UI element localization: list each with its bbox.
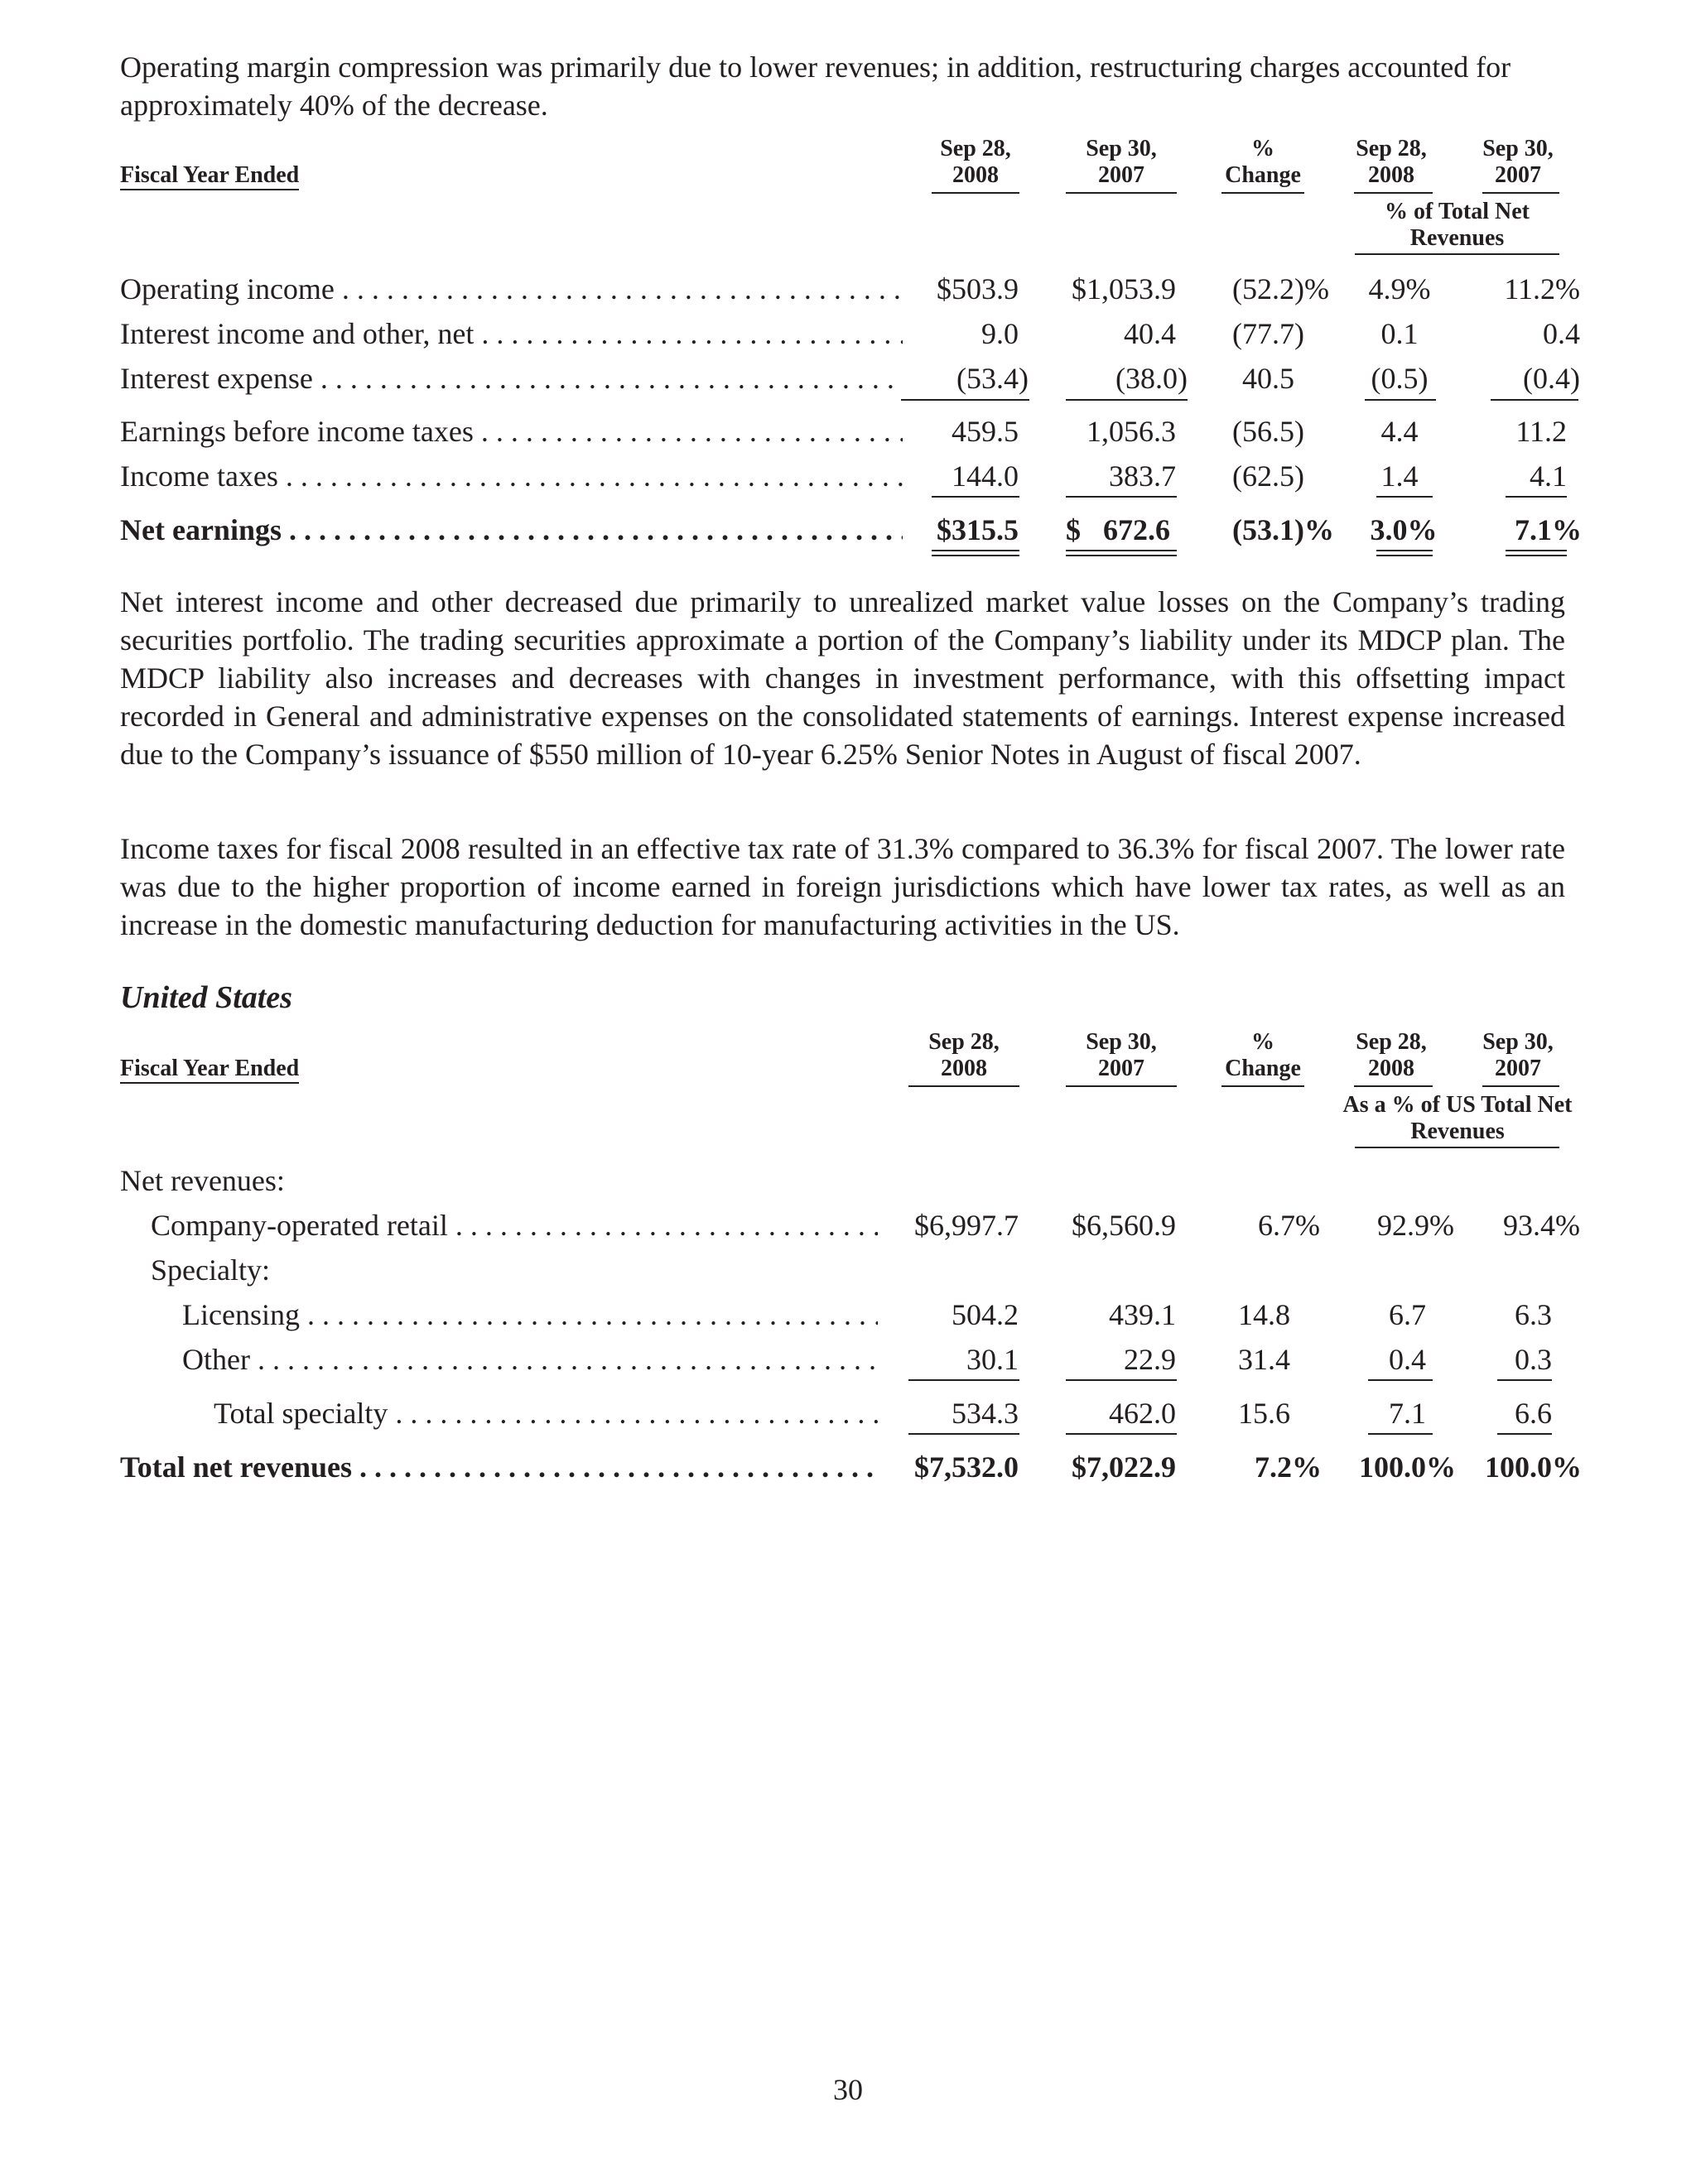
cell-c3: (62.5) bbox=[1232, 459, 1304, 493]
cell-c5: 100.0% bbox=[1485, 1450, 1582, 1484]
cell-c3: (56.5) bbox=[1232, 415, 1304, 448]
cell-c4: 6.7 bbox=[1389, 1298, 1426, 1331]
cell-c4: (0.5) bbox=[1371, 362, 1429, 395]
cell-c5: 11.2 bbox=[1515, 415, 1567, 448]
table2-header-pct-change: % Change bbox=[1225, 1029, 1301, 1081]
table1-header-pct-sep30-2007: Sep 30, 2007 bbox=[1482, 136, 1554, 188]
table2-header-pct-sep30-2007: Sep 30, 2007 bbox=[1482, 1029, 1554, 1081]
cell-c3: 6.7% bbox=[1258, 1209, 1320, 1242]
net-revenues-label: Net revenues: bbox=[120, 1164, 285, 1197]
cell-c1: $315.5 bbox=[937, 513, 1019, 546]
cell-c3: 7.2% bbox=[1255, 1450, 1322, 1484]
cell-c4: 92.9% bbox=[1377, 1209, 1454, 1242]
row-label: Interest income and other, net . . . bbox=[120, 315, 903, 352]
row-label: Earnings before income taxes . . . bbox=[120, 413, 903, 450]
table1-header-sep30-2007: Sep 30, 2007 bbox=[1086, 136, 1157, 188]
row-label: Interest expense . . . bbox=[120, 360, 903, 397]
cell-c3: (77.7) bbox=[1232, 317, 1304, 350]
table2-header-pct-sep28-2008: Sep 28, 2008 bbox=[1356, 1029, 1427, 1081]
table2-header-sep30-2007: Sep 30, 2007 bbox=[1086, 1029, 1157, 1081]
table1-header-pct-sep28-2008: Sep 28, 2008 bbox=[1356, 136, 1427, 188]
section-title-united-states: United States bbox=[120, 980, 292, 1015]
row-label: Licensing . . . bbox=[182, 1296, 878, 1333]
table2-header-sep28-2008: Sep 28, 2008 bbox=[928, 1029, 1000, 1081]
cell-c1: 144.0 bbox=[952, 459, 1019, 493]
cell-c4: 4.4 bbox=[1380, 415, 1419, 448]
cell-c5: 6.3 bbox=[1515, 1298, 1552, 1331]
cell-c2: $1,053.9 bbox=[1072, 272, 1176, 305]
table1-header-pct-change: % Change bbox=[1225, 136, 1301, 188]
cell-c1: 504.2 bbox=[952, 1298, 1019, 1331]
cell-c1: $7,532.0 bbox=[914, 1450, 1019, 1484]
cell-c1: 459.5 bbox=[952, 415, 1019, 448]
row-label: Income taxes . . . bbox=[120, 458, 903, 494]
cell-c2: 1,056.3 bbox=[1086, 415, 1176, 448]
cell-c4: 4.9% bbox=[1368, 272, 1431, 305]
cell-c5: 0.3 bbox=[1515, 1343, 1552, 1376]
cell-c3: 15.6 bbox=[1238, 1397, 1290, 1430]
cell-c2: 22.9 bbox=[1124, 1343, 1176, 1376]
cell-c4: 7.1 bbox=[1389, 1397, 1426, 1430]
cell-c3: (52.2)% bbox=[1232, 272, 1329, 305]
cell-c5: (0.4) bbox=[1523, 362, 1580, 395]
row-label: Total specialty . . . bbox=[214, 1395, 878, 1431]
cell-c1: $503.9 bbox=[937, 272, 1019, 305]
cell-c1: 30.1 bbox=[966, 1343, 1019, 1376]
table2-header-group: As a % of US Total Net Revenues bbox=[1342, 1092, 1573, 1144]
cell-c4: 3.0% bbox=[1370, 513, 1438, 546]
row-label: Company-operated retail . . . bbox=[151, 1207, 878, 1244]
table2-fiscal-year-label: Fiscal Year Ended bbox=[120, 1056, 299, 1084]
row-label: Other . . . bbox=[182, 1341, 878, 1378]
cell-c5: 7.1% bbox=[1515, 513, 1582, 546]
page-number: 30 bbox=[833, 2073, 863, 2106]
cell-c4: 0.4 bbox=[1389, 1343, 1426, 1376]
table1-fiscal-year-label: Fiscal Year Ended bbox=[120, 162, 299, 190]
cell-c2: (38.0) bbox=[1115, 362, 1188, 395]
interest-paragraph: Net interest income and other decreased due primarily to unrealized market value losses on the Company’s trading securities portfolio. The trading securities approximate a portion of the Company’s liability under its MDCP plan. The MDCP liability also increases and decreases with changes in investment performance, with this offsetting impact recorded in General and administrative expenses on the consolidated statements of earnings. Interest expense increased due to the Company’s issuance of $550 million of 10-year 6.25% Senior Notes in August of fiscal 2007. bbox=[120, 585, 1565, 771]
cell-c2: 40.4 bbox=[1124, 317, 1176, 350]
row-label: Net earnings . . . bbox=[120, 512, 903, 548]
cell-c4: 1.4 bbox=[1380, 459, 1419, 493]
cell-c5: 93.4% bbox=[1503, 1209, 1580, 1242]
cell-c5: 0.4 bbox=[1543, 317, 1580, 350]
cell-c2: $6,560.9 bbox=[1072, 1209, 1176, 1242]
cell-c3: (53.1)% bbox=[1232, 513, 1334, 546]
cell-c5: 6.6 bbox=[1515, 1397, 1552, 1430]
row-label: Operating income . . . bbox=[120, 271, 903, 307]
cell-c1: $6,997.7 bbox=[914, 1209, 1019, 1242]
cell-c3: 14.8 bbox=[1238, 1298, 1290, 1331]
intro-paragraph: Operating margin compression was primarily due to lower revenues; in addition, restructuring charges accounted for approximately 40% of the decrease. bbox=[120, 51, 1511, 122]
cell-c4: 100.0% bbox=[1359, 1450, 1456, 1484]
table1-header-group: % of Total Net Revenues bbox=[1385, 199, 1530, 251]
row-label: Total net revenues . . . bbox=[120, 1449, 878, 1485]
cell-c5: 4.1 bbox=[1530, 459, 1567, 493]
cell-c1: (53.4) bbox=[956, 362, 1029, 395]
cell-c2: $7,022.9 bbox=[1072, 1450, 1176, 1484]
income-taxes-paragraph: Income taxes for fiscal 2008 resulted in an effective tax rate of 31.3% compared to 36.3% for fiscal 2007. The lower rate was due to the higher proportion of income earned in foreign jurisdictions which have lower tax rates, as well as an increase in the domestic manufacturing deduction for manufacturing activities in the US. bbox=[120, 832, 1565, 941]
cell-c2: 439.1 bbox=[1109, 1298, 1176, 1331]
cell-c4: 0.1 bbox=[1380, 317, 1419, 350]
specialty-label: Specialty: bbox=[151, 1253, 270, 1287]
cell-c2: 462.0 bbox=[1109, 1397, 1176, 1430]
table1-header-sep28-2008: Sep 28, 2008 bbox=[940, 136, 1011, 188]
cell-c3: 31.4 bbox=[1238, 1343, 1290, 1376]
cell-c2: $ 672.6 bbox=[1066, 513, 1170, 546]
cell-c2: 383.7 bbox=[1109, 459, 1176, 493]
cell-c3: 40.5 bbox=[1242, 362, 1294, 395]
cell-c1: 534.3 bbox=[952, 1397, 1019, 1430]
cell-c5: 11.2% bbox=[1504, 272, 1580, 305]
cell-c1: 9.0 bbox=[981, 317, 1019, 350]
